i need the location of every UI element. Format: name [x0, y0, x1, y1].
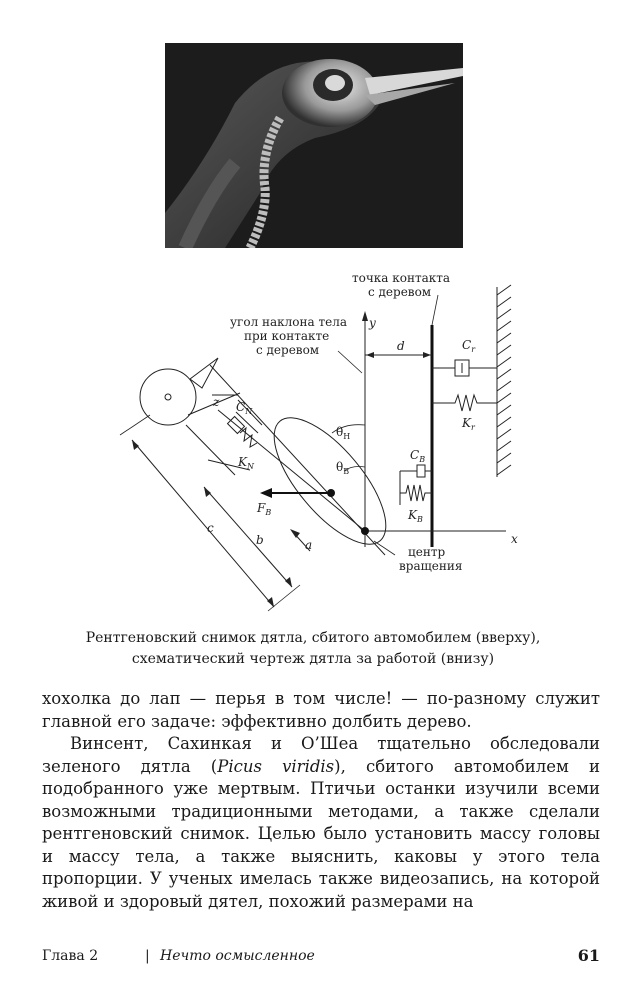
angle-label-1: угол наклона тела — [230, 315, 347, 329]
beak — [190, 358, 218, 388]
page-footer — [42, 946, 600, 968]
angle-label-2: при контакте — [244, 329, 330, 343]
theta-h-label: $\theta_H$ — [336, 425, 351, 441]
angle-label-3: с деревом — [256, 343, 320, 357]
cr-label: $C_r$ — [462, 338, 476, 354]
contact-point-label-1: точка контакта — [352, 271, 451, 285]
spring-kr — [432, 395, 497, 411]
page-number: 61 — [577, 946, 600, 965]
contact-point-label-2: с деревом — [368, 285, 432, 299]
cb-label: $C_B$ — [410, 448, 426, 464]
head-circle — [140, 369, 196, 425]
center-label-2: вращения — [399, 559, 463, 573]
a-label: a — [305, 538, 313, 552]
d-label: d — [397, 339, 405, 353]
fb-label: $F_B$ — [257, 501, 272, 517]
x-axis-label: x — [511, 532, 518, 546]
theta-b-label: $\theta_B$ — [336, 460, 350, 476]
damper-cb — [400, 465, 432, 505]
tree-trunk — [497, 285, 511, 477]
center-label-1: центр — [408, 545, 446, 559]
body-ellipse — [255, 401, 404, 562]
footer-separator: | — [145, 948, 150, 964]
paragraph-1: хохолка до лап — перья в том числе! — по-разному служит главной его задаче: эффективно долбить дерево. — [42, 689, 600, 731]
woodpecker-diagram — [0, 255, 626, 615]
figure-caption-line-2: схематический чертеж дятла за работой (внизу) — [131, 651, 495, 667]
chapter-title: Нечто осмысленное — [160, 948, 315, 964]
paragraph-2: Винсент, Сахинкая и О’Шеа тщательно обследовали зеленого дятла (Picus viridis), сбитого автомобилем и подобранного уже мертвым. Птичьи останки изучили всеми возможными традиционными методами, а также сделали рентгеновский снимок. Целью было установить массу головы и массу тела, а также выяснить, каковы у этого тела пропорции. У ученых имелась также видеозапись, на которой живой и здоровый дятел, похожий размерами на — [42, 734, 600, 911]
spring-kb — [400, 485, 432, 501]
chapter-label: Глава 2 — [42, 948, 99, 964]
figure-caption-line-1: Рентгеновский снимок дятла, сбитого автомобилем (вверху), — [85, 630, 541, 646]
body-text — [42, 688, 600, 913]
y-axis-label: y — [369, 316, 376, 330]
cn-label: $C_N$ — [236, 400, 253, 416]
c-label: c — [207, 521, 214, 535]
z-label: z — [213, 395, 220, 409]
b-label: b — [256, 533, 264, 547]
kr-label: $K_r$ — [462, 416, 475, 432]
damper-cr — [432, 360, 497, 376]
kb-label: $K_B$ — [408, 508, 423, 524]
kn-label: $K_N$ — [238, 455, 254, 471]
species-name: Picus viridis — [217, 756, 335, 776]
xray-photo — [165, 43, 463, 248]
